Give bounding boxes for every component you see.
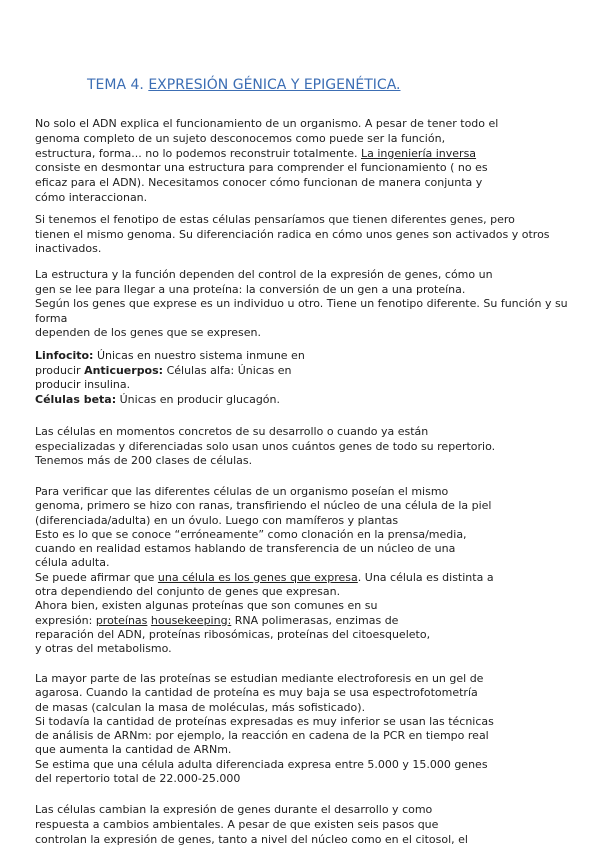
- text-line: forma: [35, 311, 68, 325]
- text-segment: expresión:: [35, 613, 96, 627]
- text-line: dependen de los genes que se expresen.: [35, 326, 261, 339]
- text-line: [35, 393, 305, 408]
- title-main: EXPRESIÓN GÉNICA Y EPIGENÉTICA.: [148, 77, 401, 93]
- text-segment: Únicas en producir glucagón.: [116, 392, 281, 406]
- text-line: [35, 614, 494, 628]
- text-line: eficaz para el ADN). Necesitamos conocer cómo funcionan de manera conjunta y: [35, 176, 483, 190]
- text-line: Si todavía la cantidad de proteínas expresadas es muy inferior se usan las técnicas: [35, 714, 494, 728]
- text-line: cuando en realidad estamos hablando de transferencia de un núcleo de una: [35, 542, 456, 556]
- text-line: inactivados.: [35, 242, 102, 255]
- paragraph-detection-methods: [35, 672, 494, 786]
- text-segment: estructura, forma... no lo podemos reconstruir totalmente.: [35, 146, 361, 160]
- text-line: No solo el ADN explica el funcionamiento de un organismo. A pesar de tener todo el: [35, 117, 499, 130]
- text-segment: . Una célula es distinta a: [357, 570, 494, 584]
- title-prefix: TEMA 4.: [87, 77, 149, 93]
- text-segment: producir: [35, 363, 85, 377]
- underlined-text: una célula es los genes que expresa: [157, 570, 358, 584]
- text-line: La estructura y la función dependen del control de la expresión de genes, cómo un: [35, 268, 493, 281]
- text-line: del repertorio total de 22.000-25.000: [35, 772, 241, 786]
- text-line: otra dependiendo del conjunto de genes que expresan.: [35, 585, 341, 599]
- bold-label: Linfocito:: [35, 349, 94, 362]
- text-line: [35, 571, 494, 585]
- text-line: de masas (calculan la masa de moléculas, más sofisticado).: [35, 700, 366, 714]
- text-line: [35, 147, 498, 162]
- text-line: Según los genes que exprese es un individuo u otro. Tiene un fenotipo diferente. Su función y su: [35, 297, 568, 310]
- text-line: (diferenciada/adulta) en un óvulo. Luego con mamíferos y plantas: [35, 513, 399, 527]
- paragraph-gene-usage: [35, 425, 495, 469]
- text-line: reparación del ADN, proteínas ribosómicas, proteínas del citoesqueleto,: [35, 627, 431, 641]
- text-line: Las células cambian la expresión de genes durante el desarrollo y como: [35, 803, 433, 816]
- text-line: Si tenemos el fenotipo de estas células pensaríamos que tienen diferentes genes, pero: [35, 213, 515, 226]
- text-line: tienen el mismo genoma. Su diferenciación radica en cómo unos genes son activados y otros: [35, 227, 550, 241]
- text-line: Se estima que una célula adulta diferenciada expresa entre 5.000 y 15.000 genes: [35, 757, 488, 771]
- text-line: cómo interaccionan.: [35, 190, 148, 204]
- text-line: Ahora bien, existen algunas proteínas que son comunes en su: [35, 599, 378, 613]
- text-line: Para verificar que las diferentes células de un organismo poseían el mismo: [35, 485, 449, 498]
- paragraph-expression-regulation: [35, 803, 468, 847]
- text-line: [35, 349, 305, 364]
- text-segment: Células alfa: Únicas en: [163, 363, 292, 377]
- text-line: producir insulina.: [35, 378, 131, 392]
- text-line: que aumenta la cantidad de ARNm.: [35, 743, 232, 757]
- text-line: genoma, primero se hizo con ranas, transfiriendo el núcleo de una célula de la piel: [35, 499, 492, 513]
- text-line: de análisis de ARNm: por ejemplo, la reacción en cadena de la PCR en tiempo real: [35, 729, 489, 743]
- text-line: agarosa. Cuando la cantidad de proteína es muy baja se usa espectrofotometría: [35, 686, 478, 700]
- text-segment: Únicas en nuestro sistema inmune en: [93, 349, 305, 362]
- text-line: genoma completo de un sujeto desconocemos como puede ser la función,: [35, 131, 446, 145]
- underlined-text: La ingeniería inversa: [360, 146, 477, 160]
- text-line: [35, 364, 305, 379]
- paragraph-expression-control: [35, 268, 568, 341]
- text-line: especializadas y diferenciadas solo usan unos cuántos genes de todo su repertorio.: [35, 439, 496, 453]
- text-line: controlan la expresión de genes, tanto a nivel del núcleo como en el citosol, el: [35, 832, 468, 846]
- text-line: consiste en desmontar una estructura para comprender el funcionamiento ( no es: [35, 161, 488, 175]
- bold-label: Anticuerpos:: [84, 363, 164, 377]
- paragraph-cell-examples: [35, 349, 305, 407]
- text-line: Las células en momentos concretos de su desarrollo o cuando ya están: [35, 425, 429, 438]
- text-line: Tenemos más de 200 clases de células.: [35, 454, 253, 467]
- paragraph-nuclear-transfer: [35, 485, 494, 657]
- text-line: y otras del metabolismo.: [35, 642, 172, 656]
- text-segment: RNA polimerasas, enzimas de: [231, 613, 399, 627]
- text-line: Esto es lo que se conoce “erróneamente” como clonación en la prensa/media,: [35, 527, 467, 541]
- underlined-text: housekeeping:: [150, 613, 232, 627]
- text-line: célula adulta.: [35, 556, 110, 570]
- text-line: respuesta a cambios ambientales. A pesar de que existen seis pasos que: [35, 817, 439, 831]
- text-line: gen se lee para llegar a una proteína: la conversión de un gen a una proteína.: [35, 282, 466, 296]
- text-segment: Se puede afirmar que: [35, 570, 158, 584]
- paragraph-intro: [35, 117, 498, 206]
- paragraph-phenotype: [35, 213, 550, 257]
- page-title: [87, 76, 401, 94]
- text-line: La mayor parte de las proteínas se estudian mediante electroforesis en un gel de: [35, 672, 484, 685]
- underlined-text: proteínas: [95, 613, 148, 627]
- bold-label: Células beta:: [35, 392, 117, 406]
